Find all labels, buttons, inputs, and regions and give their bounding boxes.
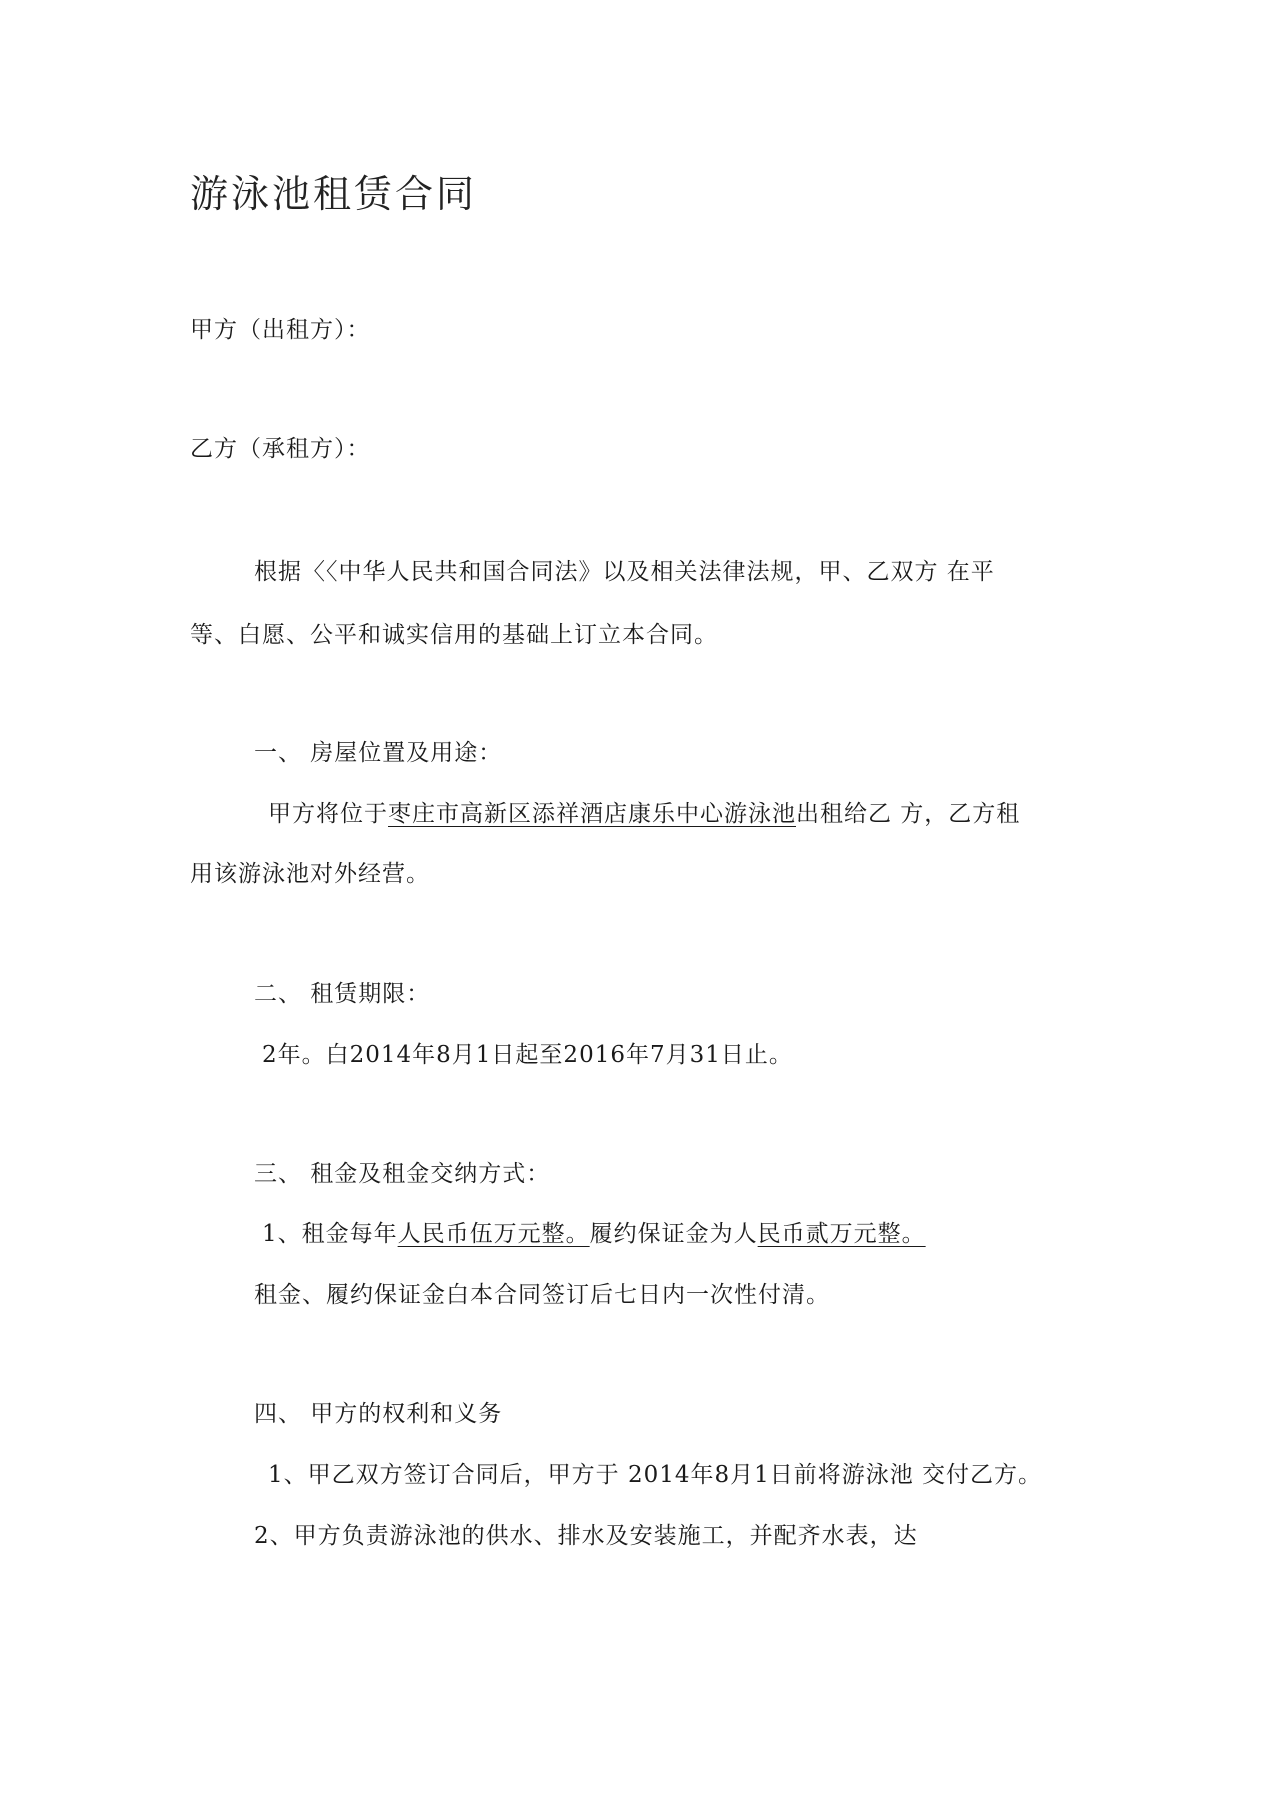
- deposit-amount: 民币贰万元整。: [757, 1221, 926, 1247]
- annual-rent: 人民币伍万元整。: [397, 1221, 590, 1247]
- section-1-text-pre: 甲方将位于: [268, 801, 388, 827]
- section-1-heading: 一、 房屋位置及用途：: [254, 740, 503, 766]
- section-3-line-1: [262, 1219, 926, 1249]
- section-3-line-2: 租金、履约保证金白本合同签订后七日内一次性付清。: [254, 1282, 830, 1308]
- section-4-heading: 四、 甲方的权利和义务: [254, 1401, 503, 1427]
- preamble-line-2: 等、白愿、公平和诚实信用的基础上订立本合同。: [190, 622, 718, 648]
- section-1-line-2: 用该游泳池对外经营。: [190, 861, 430, 887]
- page-title: 游泳池租赁合同: [190, 172, 478, 216]
- party-b-label: 乙方（承租方）：: [190, 436, 371, 462]
- section-2-line-1: 2年。白2014年8月1日起至2016年7月31日止。: [262, 1042, 793, 1068]
- section-3-text-b: 履约保证金为人: [589, 1221, 758, 1247]
- section-4-line-2: 2、甲方负责游泳池的供水、排水及安装施工，并配齐水表，达: [254, 1523, 918, 1549]
- section-4-line-1: 1、甲乙双方签订合同后，甲方于 2014年8月1日前将游泳池 交付乙方。: [268, 1462, 1043, 1488]
- party-a-label: 甲方（出租方）：: [190, 317, 371, 343]
- preamble-line-1: 根据〈〈中华人民共和国合同法》以及相关法律法规，甲、乙双方 在平: [254, 559, 995, 585]
- section-2-heading: 二、 租赁期限：: [254, 981, 431, 1007]
- section-1-text-post: 出租给乙 方，乙方租: [796, 801, 1021, 827]
- section-3-text-a: 1、租金每年: [262, 1221, 398, 1247]
- section-1-line-1: [268, 799, 1020, 829]
- section-3-heading: 三、 租金及租金交纳方式：: [254, 1161, 551, 1187]
- pool-location: 枣庄市高新区添祥酒店康乐中心游泳池: [388, 801, 796, 827]
